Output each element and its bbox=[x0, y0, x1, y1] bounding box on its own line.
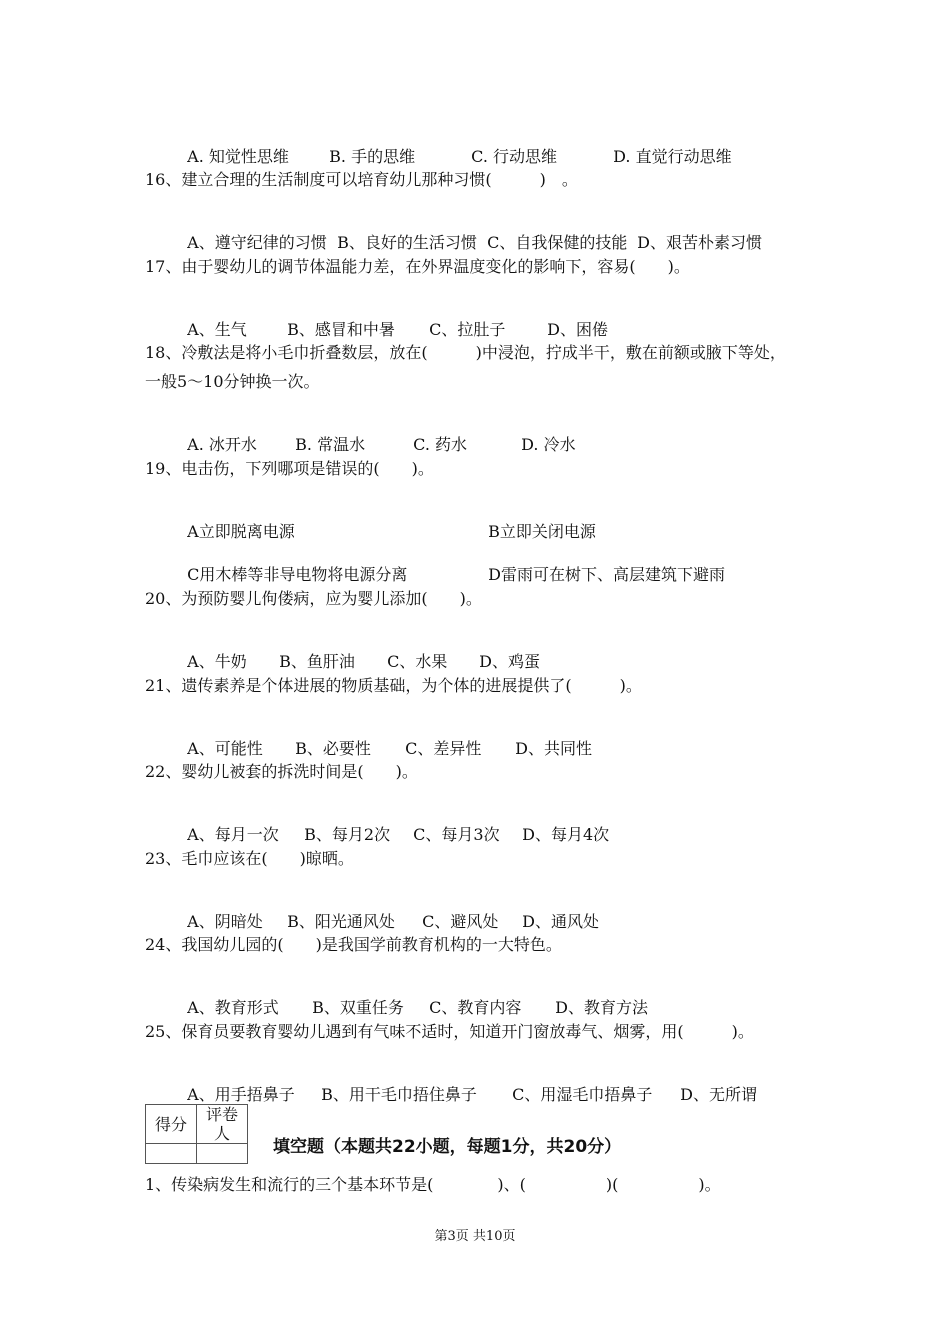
option-b: B、鱼肝油 bbox=[279, 652, 355, 671]
option-c: C、用湿毛巾捂鼻子 bbox=[512, 1085, 653, 1104]
option-c: C. 药水 bbox=[413, 435, 468, 454]
option-d: D、鸡蛋 bbox=[479, 652, 541, 671]
option-a: A、教育形式 bbox=[187, 998, 279, 1017]
option-c: C、差异性 bbox=[405, 739, 482, 758]
option-c: C、水果 bbox=[387, 652, 448, 671]
option-d: D、困倦 bbox=[547, 320, 609, 339]
question-18-line1: 18、冷敷法是将小毛巾折叠数层，放在( )中浸泡，拧成半干，敷在前额或腋下等处， bbox=[145, 343, 786, 362]
fill-question-1: 1、传染病发生和流行的三个基本环节是( )、( )( )。 bbox=[145, 1175, 721, 1194]
option-a: A、用手捂鼻子 bbox=[187, 1085, 295, 1104]
option-c: C、自我保健的技能 bbox=[487, 233, 628, 252]
option-c: C、每月3次 bbox=[413, 825, 500, 844]
grader-cell bbox=[197, 1144, 248, 1164]
question-20: 20、为预防婴儿佝偻病，应为婴儿添加( )。 bbox=[145, 589, 482, 608]
q15-options bbox=[177, 127, 732, 167]
score-header: 得分 bbox=[146, 1105, 197, 1144]
option-b: B、每月2次 bbox=[304, 825, 391, 844]
option-a: A、每月一次 bbox=[187, 825, 279, 844]
option-b: B、良好的生活习惯 bbox=[337, 233, 477, 252]
section-title: 填空题（本题共22小题，每题1分，共20分） bbox=[273, 1137, 622, 1157]
question-19: 19、电击伤，下列哪项是错误的( )。 bbox=[145, 459, 434, 478]
option-a: A、牛奶 bbox=[187, 652, 247, 671]
option-d: D、通风处 bbox=[522, 912, 600, 931]
option-b: B. 手的思维 bbox=[329, 147, 416, 166]
option-d: D、每月4次 bbox=[522, 825, 610, 844]
question-21: 21、遗传素养是个体进展的物质基础，为个体的进展提供了( )。 bbox=[145, 676, 642, 695]
option-b: B. 常温水 bbox=[295, 435, 366, 454]
option-a: A、可能性 bbox=[187, 739, 263, 758]
option-d: D、无所谓 bbox=[680, 1085, 758, 1104]
q24-options bbox=[177, 978, 648, 1018]
q20-options bbox=[177, 632, 540, 672]
option-c: C. 行动思维 bbox=[471, 147, 558, 166]
option-a: A. 冰开水 bbox=[187, 435, 257, 454]
q17-options bbox=[177, 300, 608, 340]
option-b: B、必要性 bbox=[295, 739, 371, 758]
option-d: D雷雨可在树下、高层建筑下避雨 bbox=[488, 565, 726, 584]
option-a: A立即脱离电源 bbox=[187, 522, 295, 541]
option-b: B立即关闭电源 bbox=[488, 522, 596, 541]
option-c: C、避风处 bbox=[422, 912, 499, 931]
option-c: C、教育内容 bbox=[429, 998, 522, 1017]
option-b: B、双重任务 bbox=[312, 998, 404, 1017]
question-22: 22、婴幼儿被套的拆洗时间是( )。 bbox=[145, 762, 418, 781]
question-25: 25、保育员要教育婴幼儿遇到有气味不适时，知道开门窗放毒气、烟雾，用( )。 bbox=[145, 1022, 754, 1041]
q23-options bbox=[177, 892, 599, 932]
option-c: C、拉肚子 bbox=[429, 320, 506, 339]
q22-options bbox=[177, 805, 609, 845]
option-d: D、艰苦朴素习惯 bbox=[637, 233, 763, 252]
option-a: A、生气 bbox=[187, 320, 247, 339]
option-d: D、共同性 bbox=[515, 739, 593, 758]
option-d: D. 直觉行动思维 bbox=[613, 147, 732, 166]
option-a: A、阴暗处 bbox=[187, 912, 263, 931]
option-b: B、感冒和中暑 bbox=[287, 320, 395, 339]
grader-header: 评卷人 bbox=[197, 1105, 248, 1144]
option-a: A、遵守纪律的习惯 bbox=[187, 233, 327, 252]
q19-options-row2 bbox=[177, 545, 725, 585]
option-d: D、教育方法 bbox=[555, 998, 649, 1017]
question-23: 23、毛巾应该在( )晾晒。 bbox=[145, 849, 354, 868]
question-18-line2: 一般5～10分钟换一次。 bbox=[145, 372, 320, 391]
q25-options bbox=[177, 1065, 757, 1105]
question-24: 24、我国幼儿园的( )是我国学前教育机构的一大特色。 bbox=[145, 935, 562, 954]
option-b: B、阳光通风处 bbox=[287, 912, 395, 931]
page-footer: 第3页 共10页 bbox=[434, 1229, 516, 1244]
q19-options-row1 bbox=[177, 502, 596, 542]
q18-options bbox=[177, 415, 576, 455]
q16-options bbox=[177, 213, 762, 253]
q21-options bbox=[177, 719, 592, 759]
score-cell bbox=[146, 1144, 197, 1164]
score-table bbox=[145, 1104, 248, 1164]
option-b: B、用干毛巾捂住鼻子 bbox=[321, 1085, 477, 1104]
question-17: 17、由于婴幼儿的调节体温能力差，在外界温度变化的影响下，容易( )。 bbox=[145, 257, 690, 276]
option-d: D. 冷水 bbox=[521, 435, 576, 454]
option-c: C用木棒等非导电物将电源分离 bbox=[187, 565, 408, 584]
option-a: A. 知觉性思维 bbox=[187, 147, 289, 166]
question-16: 16、建立合理的生活制度可以培育幼儿那种习惯( ) 。 bbox=[145, 170, 578, 189]
